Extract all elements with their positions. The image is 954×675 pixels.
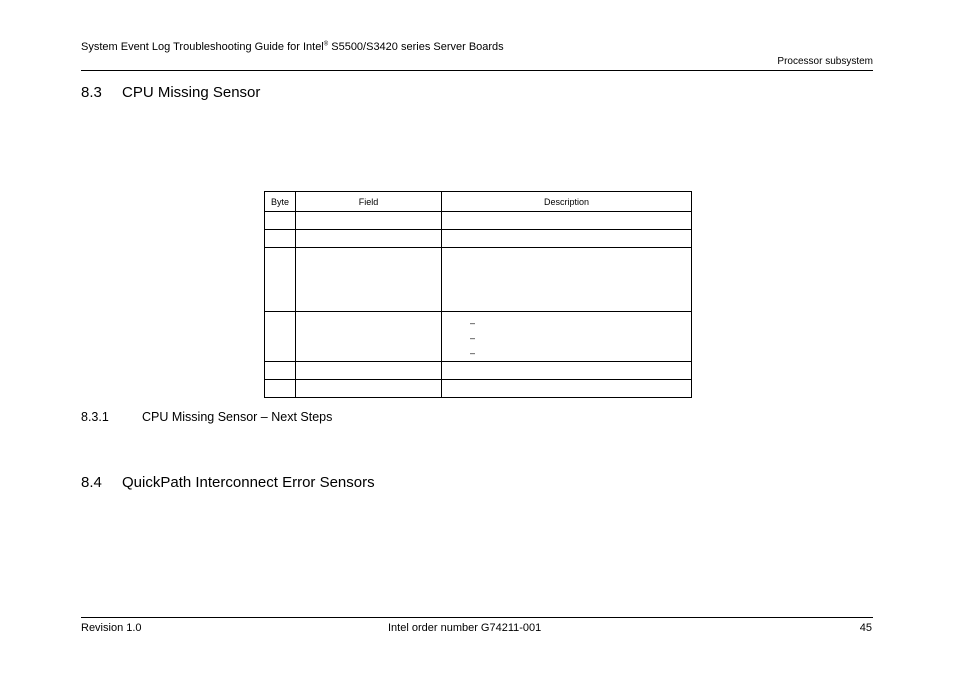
section-number: 8.3.1 — [81, 410, 109, 424]
table-cell-byte — [265, 362, 296, 380]
table-row — [265, 380, 692, 398]
section-title: CPU Missing Sensor – Next Steps — [142, 410, 333, 424]
section-heading-8-3 — [81, 84, 260, 102]
table-cell-byte — [265, 380, 296, 398]
table-cell-field — [296, 248, 442, 312]
table-cell-description — [442, 362, 692, 380]
table-row — [265, 312, 692, 362]
footer-revision: Revision 1.0 — [81, 622, 142, 634]
section-heading-8-4 — [81, 474, 375, 492]
table-cell-description — [442, 248, 692, 312]
running-header-title: System Event Log Troubleshooting Guide for Intel® S5500/S3420 series Server Boards — [81, 41, 504, 53]
table-cell-field — [296, 212, 442, 230]
registered-mark: ® — [323, 41, 329, 48]
dash-list-item: – — [470, 348, 476, 358]
table-cell-field — [296, 230, 442, 248]
header-rule — [81, 70, 873, 71]
running-header-chapter: Processor subsystem — [777, 56, 873, 67]
table-cell-byte — [265, 212, 296, 230]
table-cell-description — [442, 312, 692, 362]
table-cell-field — [296, 312, 442, 362]
section-number: 8.3 — [81, 84, 102, 101]
footer-rule — [81, 617, 873, 618]
dash-list — [442, 312, 691, 361]
table-cell-description — [442, 380, 692, 398]
dash-list-item: – — [470, 333, 476, 343]
table-body — [265, 212, 692, 398]
table-cell-byte — [265, 230, 296, 248]
table-cell-description — [442, 212, 692, 230]
section-heading-8-3-1 — [81, 410, 332, 425]
table-cell-field — [296, 362, 442, 380]
dash-list-item: – — [470, 318, 476, 328]
section-number: 8.4 — [81, 474, 102, 491]
footer-order-number: Intel order number G74211-001 — [388, 622, 542, 634]
table-header-row — [265, 192, 692, 212]
table-cell-byte — [265, 312, 296, 362]
section-title: CPU Missing Sensor — [122, 84, 261, 101]
table-row — [265, 362, 692, 380]
column-header-field: Field — [296, 192, 442, 212]
page-number: 45 — [859, 622, 872, 634]
table-row — [265, 248, 692, 312]
sel-format-table — [264, 191, 692, 398]
section-title: QuickPath Interconnect Error Sensors — [122, 474, 375, 491]
table-row — [265, 230, 692, 248]
table-cell-description — [442, 230, 692, 248]
table-row — [265, 212, 692, 230]
table-cell-field — [296, 380, 442, 398]
table-cell-byte — [265, 248, 296, 312]
column-header-description: Description — [442, 192, 692, 212]
column-header-byte: Byte — [265, 192, 296, 212]
